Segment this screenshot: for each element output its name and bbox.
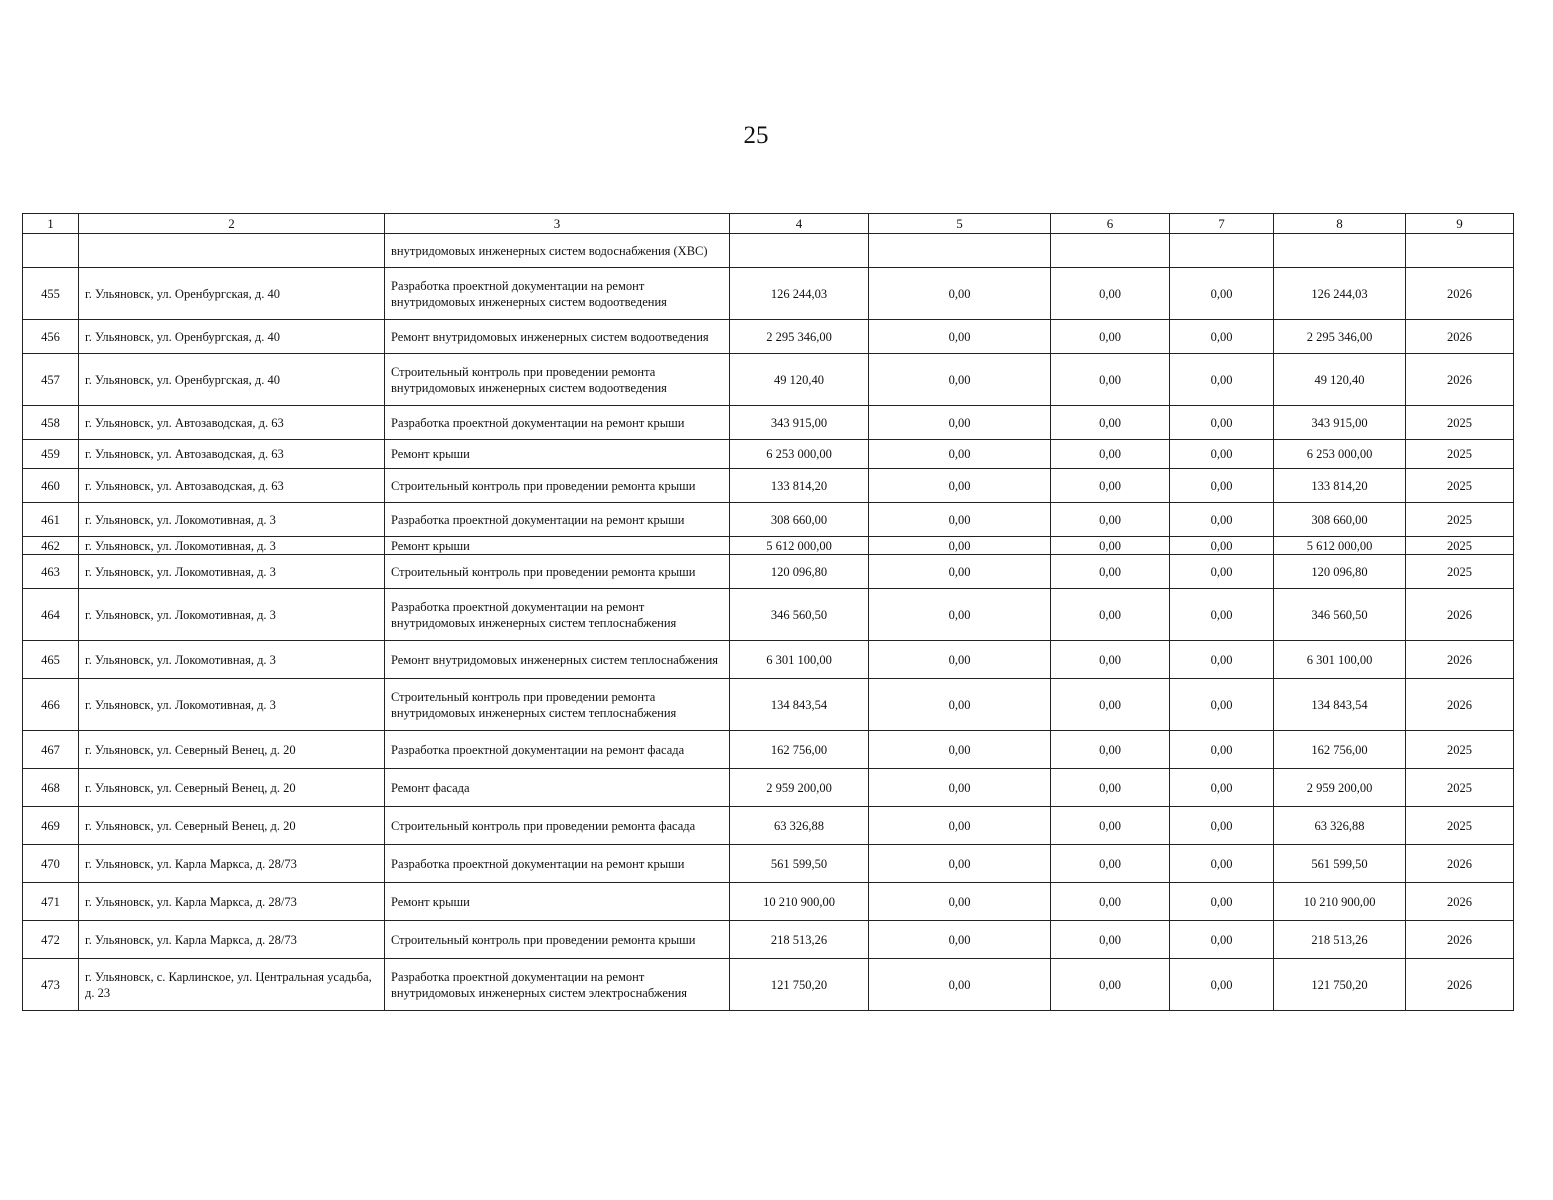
address-cell: г. Ульяновск, ул. Оренбургская, д. 40 xyxy=(79,354,385,406)
column-number-row xyxy=(23,214,1514,234)
year-cell: 2025 xyxy=(1406,469,1514,503)
total-cost-cell: 121 750,20 xyxy=(730,959,869,1011)
amount-cell: 0,00 xyxy=(1051,959,1170,1011)
year-cell: 2026 xyxy=(1406,883,1514,921)
amount-cell: 0,00 xyxy=(1051,537,1170,555)
address-cell: г. Ульяновск, ул. Автозаводская, д. 63 xyxy=(79,469,385,503)
total-cost-cell: 2 295 346,00 xyxy=(730,320,869,354)
address-cell: г. Ульяновск, ул. Северный Венец, д. 20 xyxy=(79,807,385,845)
amount-cell: 63 326,88 xyxy=(1274,807,1406,845)
table-row xyxy=(23,731,1514,769)
amount-cell: 0,00 xyxy=(1051,320,1170,354)
row-number: 465 xyxy=(23,641,79,679)
table-row xyxy=(23,921,1514,959)
work-type-cell: Строительный контроль при проведении ремонта внутридомовых инженерных систем водоотведения xyxy=(385,354,730,406)
address-cell: г. Ульяновск, ул. Автозаводская, д. 63 xyxy=(79,440,385,469)
address-cell: г. Ульяновск, ул. Северный Венец, д. 20 xyxy=(79,769,385,807)
amount-cell: 0,00 xyxy=(1051,555,1170,589)
address-cell xyxy=(79,234,385,268)
total-cost-cell: 134 843,54 xyxy=(730,679,869,731)
work-type-cell: Разработка проектной документации на ремонт внутридомовых инженерных систем электроснабжения xyxy=(385,959,730,1011)
amount-cell: 0,00 xyxy=(869,959,1051,1011)
year-cell: 2026 xyxy=(1406,921,1514,959)
amount-cell: 2 959 200,00 xyxy=(1274,769,1406,807)
column-header: 1 xyxy=(23,214,79,234)
row-number: 472 xyxy=(23,921,79,959)
year-cell: 2026 xyxy=(1406,354,1514,406)
amount-cell: 49 120,40 xyxy=(1274,354,1406,406)
table-row xyxy=(23,537,1514,555)
table-row xyxy=(23,268,1514,320)
amount-cell: 5 612 000,00 xyxy=(1274,537,1406,555)
address-cell: г. Ульяновск, с. Карлинское, ул. Центральная усадьба, д. 23 xyxy=(79,959,385,1011)
address-cell: г. Ульяновск, ул. Локомотивная, д. 3 xyxy=(79,641,385,679)
table-row xyxy=(23,959,1514,1011)
year-cell xyxy=(1406,234,1514,268)
amount-cell: 0,00 xyxy=(1051,469,1170,503)
row-number: 467 xyxy=(23,731,79,769)
address-cell: г. Ульяновск, ул. Оренбургская, д. 40 xyxy=(79,268,385,320)
total-cost-cell: 343 915,00 xyxy=(730,406,869,440)
work-type-cell: Разработка проектной документации на ремонт крыши xyxy=(385,406,730,440)
amount-cell: 0,00 xyxy=(1051,731,1170,769)
year-cell: 2026 xyxy=(1406,845,1514,883)
amount-cell: 0,00 xyxy=(869,469,1051,503)
row-number: 473 xyxy=(23,959,79,1011)
table-body xyxy=(23,234,1514,1011)
work-type-cell: Разработка проектной документации на ремонт фасада xyxy=(385,731,730,769)
amount-cell: 162 756,00 xyxy=(1274,731,1406,769)
amount-cell: 0,00 xyxy=(1170,731,1274,769)
table-row xyxy=(23,555,1514,589)
address-cell: г. Ульяновск, ул. Локомотивная, д. 3 xyxy=(79,503,385,537)
continuation-row xyxy=(23,234,1514,268)
amount-cell: 0,00 xyxy=(1170,921,1274,959)
work-type-cell: Строительный контроль при проведении ремонта крыши xyxy=(385,555,730,589)
work-type-cell: Разработка проектной документации на ремонт внутридомовых инженерных систем водоотведения xyxy=(385,268,730,320)
column-header: 3 xyxy=(385,214,730,234)
amount-cell: 6 253 000,00 xyxy=(1274,440,1406,469)
amount-cell: 0,00 xyxy=(1051,589,1170,641)
table-row xyxy=(23,589,1514,641)
amount-cell: 0,00 xyxy=(1170,268,1274,320)
work-type-cell: Разработка проектной документации на ремонт внутридомовых инженерных систем теплоснабжения xyxy=(385,589,730,641)
table-row xyxy=(23,354,1514,406)
row-number: 455 xyxy=(23,268,79,320)
amount-cell: 0,00 xyxy=(1051,921,1170,959)
amount-cell: 0,00 xyxy=(1170,641,1274,679)
page-number: 25 xyxy=(743,122,769,149)
amount-cell: 0,00 xyxy=(1170,807,1274,845)
table-row xyxy=(23,769,1514,807)
work-type-cell: Строительный контроль при проведении ремонта крыши xyxy=(385,921,730,959)
work-type-cell: Ремонт крыши xyxy=(385,537,730,555)
address-cell: г. Ульяновск, ул. Локомотивная, д. 3 xyxy=(79,555,385,589)
table-row xyxy=(23,440,1514,469)
address-cell: г. Ульяновск, ул. Северный Венец, д. 20 xyxy=(79,731,385,769)
year-cell: 2025 xyxy=(1406,503,1514,537)
work-type-cell: Ремонт фасада xyxy=(385,769,730,807)
amount-cell: 0,00 xyxy=(869,440,1051,469)
row-number: 464 xyxy=(23,589,79,641)
work-type-cell: Ремонт внутридомовых инженерных систем водоотведения xyxy=(385,320,730,354)
year-cell: 2025 xyxy=(1406,731,1514,769)
amount-cell: 0,00 xyxy=(1051,503,1170,537)
row-number: 460 xyxy=(23,469,79,503)
amount-cell: 0,00 xyxy=(1170,769,1274,807)
address-cell: г. Ульяновск, ул. Оренбургская, д. 40 xyxy=(79,320,385,354)
amount-cell: 133 814,20 xyxy=(1274,469,1406,503)
work-type-cell: Разработка проектной документации на ремонт крыши xyxy=(385,503,730,537)
amount-cell: 0,00 xyxy=(1051,406,1170,440)
row-number: 459 xyxy=(23,440,79,469)
repair-program-table xyxy=(22,213,1514,1011)
amount-cell: 0,00 xyxy=(1051,354,1170,406)
amount-cell: 0,00 xyxy=(1051,845,1170,883)
amount-cell: 0,00 xyxy=(1051,268,1170,320)
amount-cell: 0,00 xyxy=(1170,406,1274,440)
total-cost-cell: 218 513,26 xyxy=(730,921,869,959)
amount-cell: 0,00 xyxy=(869,589,1051,641)
total-cost-cell: 126 244,03 xyxy=(730,268,869,320)
table-row xyxy=(23,469,1514,503)
work-type-cell: Ремонт крыши xyxy=(385,883,730,921)
amount-cell: 6 301 100,00 xyxy=(1274,641,1406,679)
table-row xyxy=(23,845,1514,883)
total-cost-cell: 5 612 000,00 xyxy=(730,537,869,555)
amount-cell: 308 660,00 xyxy=(1274,503,1406,537)
year-cell: 2025 xyxy=(1406,440,1514,469)
amount-cell: 0,00 xyxy=(869,503,1051,537)
year-cell: 2025 xyxy=(1406,769,1514,807)
amount-cell: 0,00 xyxy=(1170,883,1274,921)
amount-cell: 0,00 xyxy=(1170,469,1274,503)
amount-cell: 0,00 xyxy=(869,320,1051,354)
amount-cell xyxy=(730,234,869,268)
amount-cell: 0,00 xyxy=(1170,589,1274,641)
amount-cell xyxy=(1051,234,1170,268)
total-cost-cell: 2 959 200,00 xyxy=(730,769,869,807)
amount-cell: 0,00 xyxy=(869,731,1051,769)
column-header: 4 xyxy=(730,214,869,234)
amount-cell: 0,00 xyxy=(869,921,1051,959)
total-cost-cell: 10 210 900,00 xyxy=(730,883,869,921)
column-header: 6 xyxy=(1051,214,1170,234)
amount-cell: 10 210 900,00 xyxy=(1274,883,1406,921)
amount-cell: 218 513,26 xyxy=(1274,921,1406,959)
amount-cell: 0,00 xyxy=(1170,537,1274,555)
address-cell: г. Ульяновск, ул. Карла Маркса, д. 28/73 xyxy=(79,845,385,883)
total-cost-cell: 133 814,20 xyxy=(730,469,869,503)
table-row xyxy=(23,320,1514,354)
row-number: 471 xyxy=(23,883,79,921)
amount-cell: 121 750,20 xyxy=(1274,959,1406,1011)
amount-cell: 0,00 xyxy=(869,555,1051,589)
year-cell: 2025 xyxy=(1406,406,1514,440)
amount-cell: 0,00 xyxy=(1170,440,1274,469)
row-number: 456 xyxy=(23,320,79,354)
amount-cell: 0,00 xyxy=(1051,883,1170,921)
work-type-cell: Строительный контроль при проведении ремонта внутридомовых инженерных систем теплоснабжения xyxy=(385,679,730,731)
work-type-cell: Строительный контроль при проведении ремонта фасада xyxy=(385,807,730,845)
work-type-cell: Ремонт внутридомовых инженерных систем теплоснабжения xyxy=(385,641,730,679)
amount-cell: 0,00 xyxy=(869,679,1051,731)
address-cell: г. Ульяновск, ул. Карла Маркса, д. 28/73 xyxy=(79,883,385,921)
year-cell: 2026 xyxy=(1406,679,1514,731)
year-cell: 2026 xyxy=(1406,589,1514,641)
amount-cell: 0,00 xyxy=(1170,320,1274,354)
work-type-cell: внутридомовых инженерных систем водоснабжения (ХВС) xyxy=(385,234,730,268)
amount-cell: 0,00 xyxy=(1051,769,1170,807)
amount-cell: 0,00 xyxy=(869,641,1051,679)
amount-cell: 0,00 xyxy=(1170,959,1274,1011)
amount-cell: 0,00 xyxy=(869,883,1051,921)
year-cell: 2026 xyxy=(1406,268,1514,320)
year-cell: 2025 xyxy=(1406,807,1514,845)
table-row xyxy=(23,679,1514,731)
row-number: 462 xyxy=(23,537,79,555)
amount-cell: 120 096,80 xyxy=(1274,555,1406,589)
year-cell: 2026 xyxy=(1406,320,1514,354)
amount-cell: 0,00 xyxy=(1051,440,1170,469)
column-header: 8 xyxy=(1274,214,1406,234)
row-number: 457 xyxy=(23,354,79,406)
year-cell: 2025 xyxy=(1406,537,1514,555)
total-cost-cell: 162 756,00 xyxy=(730,731,869,769)
column-header: 7 xyxy=(1170,214,1274,234)
amount-cell: 0,00 xyxy=(869,807,1051,845)
amount-cell: 346 560,50 xyxy=(1274,589,1406,641)
table-row xyxy=(23,883,1514,921)
row-number: 463 xyxy=(23,555,79,589)
year-cell: 2026 xyxy=(1406,641,1514,679)
amount-cell: 0,00 xyxy=(1051,807,1170,845)
table-row xyxy=(23,503,1514,537)
amount-cell: 0,00 xyxy=(869,845,1051,883)
amount-cell: 126 244,03 xyxy=(1274,268,1406,320)
table-row xyxy=(23,807,1514,845)
total-cost-cell: 308 660,00 xyxy=(730,503,869,537)
amount-cell: 0,00 xyxy=(1170,679,1274,731)
amount-cell: 0,00 xyxy=(1170,354,1274,406)
amount-cell xyxy=(1274,234,1406,268)
table-row xyxy=(23,641,1514,679)
amount-cell xyxy=(1170,234,1274,268)
amount-cell: 2 295 346,00 xyxy=(1274,320,1406,354)
table-row xyxy=(23,406,1514,440)
total-cost-cell: 63 326,88 xyxy=(730,807,869,845)
amount-cell: 0,00 xyxy=(1170,555,1274,589)
amount-cell: 561 599,50 xyxy=(1274,845,1406,883)
row-number: 466 xyxy=(23,679,79,731)
amount-cell: 0,00 xyxy=(869,354,1051,406)
row-number: 469 xyxy=(23,807,79,845)
amount-cell: 0,00 xyxy=(869,406,1051,440)
work-type-cell: Ремонт крыши xyxy=(385,440,730,469)
total-cost-cell: 49 120,40 xyxy=(730,354,869,406)
amount-cell: 0,00 xyxy=(1051,641,1170,679)
amount-cell xyxy=(869,234,1051,268)
year-cell: 2026 xyxy=(1406,959,1514,1011)
address-cell: г. Ульяновск, ул. Автозаводская, д. 63 xyxy=(79,406,385,440)
row-number: 461 xyxy=(23,503,79,537)
address-cell: г. Ульяновск, ул. Локомотивная, д. 3 xyxy=(79,537,385,555)
amount-cell: 134 843,54 xyxy=(1274,679,1406,731)
row-number: 468 xyxy=(23,769,79,807)
row-number xyxy=(23,234,79,268)
total-cost-cell: 561 599,50 xyxy=(730,845,869,883)
table-header xyxy=(23,214,1514,234)
year-cell: 2025 xyxy=(1406,555,1514,589)
row-number: 470 xyxy=(23,845,79,883)
address-cell: г. Ульяновск, ул. Локомотивная, д. 3 xyxy=(79,589,385,641)
total-cost-cell: 346 560,50 xyxy=(730,589,869,641)
amount-cell: 0,00 xyxy=(1051,679,1170,731)
column-header: 9 xyxy=(1406,214,1514,234)
row-number: 458 xyxy=(23,406,79,440)
column-header: 5 xyxy=(869,214,1051,234)
column-header: 2 xyxy=(79,214,385,234)
amount-cell: 0,00 xyxy=(869,268,1051,320)
amount-cell: 0,00 xyxy=(1170,503,1274,537)
total-cost-cell: 120 096,80 xyxy=(730,555,869,589)
address-cell: г. Ульяновск, ул. Локомотивная, д. 3 xyxy=(79,679,385,731)
amount-cell: 0,00 xyxy=(869,537,1051,555)
work-type-cell: Строительный контроль при проведении ремонта крыши xyxy=(385,469,730,503)
amount-cell: 0,00 xyxy=(869,769,1051,807)
amount-cell: 343 915,00 xyxy=(1274,406,1406,440)
address-cell: г. Ульяновск, ул. Карла Маркса, д. 28/73 xyxy=(79,921,385,959)
total-cost-cell: 6 253 000,00 xyxy=(730,440,869,469)
total-cost-cell: 6 301 100,00 xyxy=(730,641,869,679)
work-type-cell: Разработка проектной документации на ремонт крыши xyxy=(385,845,730,883)
amount-cell: 0,00 xyxy=(1170,845,1274,883)
